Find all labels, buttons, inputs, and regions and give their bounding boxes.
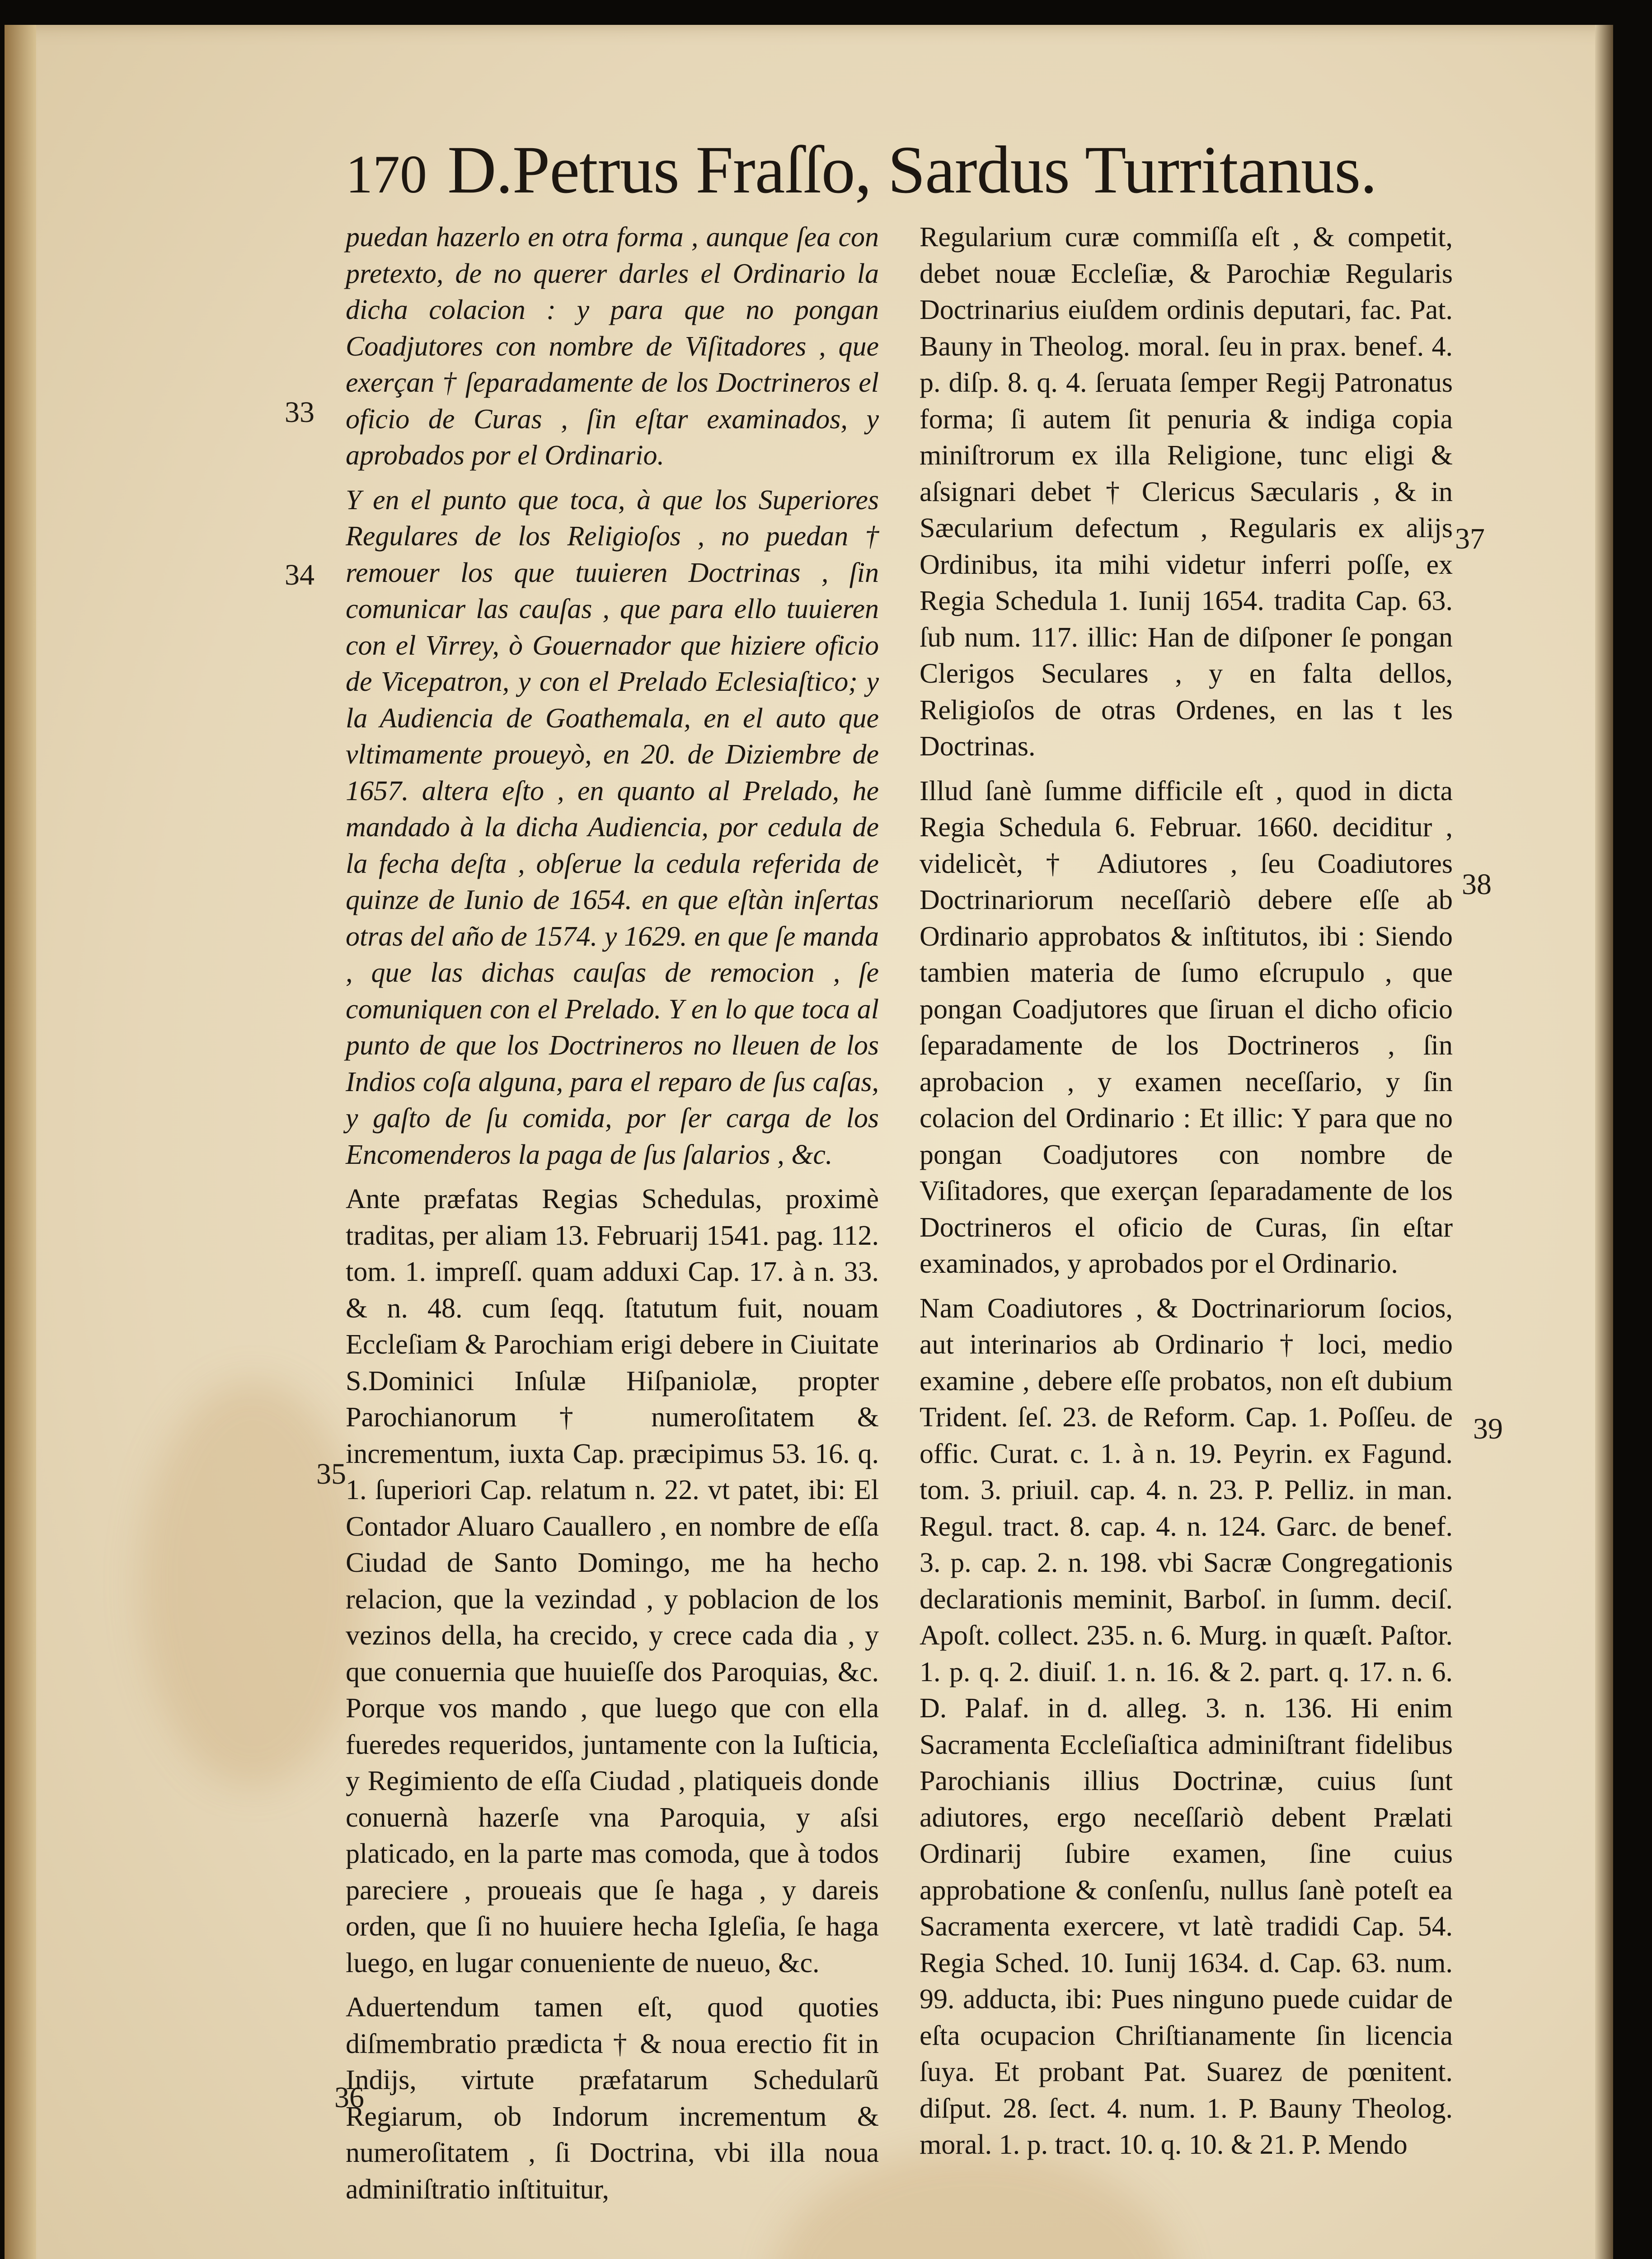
paragraph: Regularium curæ commiſſa eſt , & competit, debet nouæ Eccleſiæ, & Parochiæ Regularis Doctrinarius eiuſdem ordinis deputari, fac. Pat. Bauny in Theolog. moral. ſeu in prax. benef. 4. p. diſp. 8. q. 4. ſeruata ſemper Regij Patronatus forma; ſi autem ſit penuria & indiga copia miniſtrorum ex illa Religione, tunc eligi & aſsignari debet † Clericus Sæcularis , & in Sæcularium defectum , Regularis ex alijs Ordinibus, ita mihi videtur inferri poſſe, ex Regia Schedula 1. Iunij 1654. tradita Cap. 63. ſub num. 117. illic: Han de diſponer ſe pongan Clerigos Seculares , y en falta dellos, Religioſos de otras Ordenes, en las t les Doctrinas. <box>920 222 1453 762</box>
margin-number: 33 <box>285 396 314 429</box>
binding-shadow <box>5 25 36 2259</box>
margin-number: 38 <box>1462 868 1492 901</box>
page-header <box>346 131 1502 221</box>
paragraph: Aduertendum tamen eſt, quod quoties diſmembratio prædicta † & noua erectio fit in Indijs, virtute præfatarum Schedularũ Regiarum, ob Indorum incrementum & numeroſitatem , ſi Doctrina, vbi illa noua adminiſtratio inſtituitur, <box>346 1992 879 2205</box>
left-column <box>346 219 879 2207</box>
page-edge <box>1595 25 1613 2259</box>
book-page <box>5 25 1613 2259</box>
margin-number: 35 <box>316 1458 346 1490</box>
paragraph: Ante præfatas Regias Schedulas, proximè traditas, per aliam 13. Februarij 1541. pag. 112. tom. 1. impreſſ. quam adduxi Cap. 17. à n. 33. & n. 48. cum ſeqq. ſtatutum fuit, nouam Eccleſiam & Parochiam erigi debere in Ciuitate S.Dominici Inſulæ Hiſpaniolæ, propter Parochianorum † numeroſitatem & incrementum, iuxta Cap. præcipimus 53. 16. q. 1. ſuperiori Cap. relatum n. 22. vt patet, ibi: El Contador Aluaro Cauallero , en nombre de eſſa Ciudad de Santo Domingo, me ha hecho relacion, que la vezindad , y poblacion de los vezinos della, ha crecido, y crece cada dia , y que conuernia que huuieſſe dos Paroquias, &c. Porque vos mando , que luego que con ella fueredes requeridos, juntamente con la Iuſticia, y Regimiento de eſſa Ciudad , platiqueis donde conuernà hazerſe vna Paroquia, y aſsi platicado, en la parte mas comoda, que à todos pareciere , proueais que ſe haga , y dareis orden, que ſi no huuiere hecha Igleſia, ſe haga luego, en lugar conueniente de nueuo, &c. <box>346 1184 879 1978</box>
margin-number: 34 <box>285 558 314 591</box>
margin-number: 37 <box>1455 522 1485 555</box>
margin-number: 36 <box>334 2081 364 2114</box>
running-title: D.Petrus Fraſſo, Sardus Turritanus. <box>447 132 1377 207</box>
right-column <box>920 219 1453 2163</box>
paragraph: Nam Coadiutores , & Doctrinariorum ſocios, aut interinarios ab Ordinario † loci, medio examine , debere eſſe probatos, non eſt dubium Trident. ſeſ. 23. de Reform. Cap. 1. Poſſeu. de offic. Curat. c. 1. à n. 19. Peyrin. ex Fagund. tom. 3. priuil. cap. 4. n. 23. P. Pelliz. in man. Regul. tract. 8. cap. 4. n. 124. Garc. de benef. 3. p. cap. 2. n. 198. vbi Sacræ Congregationis declarationis meminit, Barboſ. in ſumm. deciſ. Apoſt. collect. 235. n. 6. Murg. in quæſt. Paſtor. 1. p. q. 2. diuiſ. 1. n. 16. & 2. part. q. 17. n. 6. D. Palaf. in d. alleg. 3. n. 136. Hi enim Sacramenta Eccleſiaſtica adminiſtrant fidelibus Parochianis illius Doctrinæ, cuius ſunt adiutores, ergo neceſſariò debent Prælati Ordinarij ſubire examen, ſine cuius approbatione & conſenſu, nullus ſanè poteſt ea Sacramenta exercere, vt latè tradidi Cap. 54. Regia Sched. 10. Iunij 1634. d. Cap. 63. num. 99. adducta, ibi: Pues ninguno puede cuidar de eſta ocupacion Chriſtianamente ſin licencia ſuya. Et probant Pat. Suarez de pœnitent. diſput. 28. ſect. 4. num. 1. P. Bauny Theolog. moral. 1. p. tract. 10. q. 10. & 21. P. Mendo <box>920 1293 1453 2160</box>
paragraph: Y en el punto que toca, à que los Superiores Regulares de los Religioſos , no puedan † remouer los que tuuieren Doctrinas , ſin comunicar las cauſas , que para ello tuuieren con el Virrey, ò Gouernador que hiziere oficio de Vicepatron, y con el Prelado Eclesiaſtico; y la Audiencia de Goathemala, en el auto que vltimamente proueyò, en 20. de Diziembre de 1657. altera eſto , en quanto al Prelado, he mandado à la dicha Audiencia, por cedula de la fecha deſta , obſerue la cedula referida de quinze de Iunio de 1654. en que eſtàn inſertas otras del año de 1574. y 1629. en que ſe manda , que las dichas cauſas de remocion , ſe comuniquen con el Prelado. Y en lo que toca al punto de que los Doctrineros no lleuen de los Indios coſa alguna, para el reparo de ſus caſas, y gaſto de ſu comida, por ſer carga de los Encomenderos la paga de ſus ſalarios , &c. <box>346 484 879 1170</box>
paragraph: Illud ſanè ſumme difficile eſt , quod in dicta Regia Schedula 6. Februar. 1660. deciditur , videlicèt, † Adiutores , ſeu Coadiutores Doctrinariorum neceſſariò debere eſſe ab Ordinario approbatos & inſtitutos, ibi : Siendo tambien materia de ſumo eſcrupulo , que pongan Coadjutores que ſiruan el dicho oficio ſeparadamente de los Doctrineros , ſin aprobacion , y examen neceſſario, y ſin colacion del Ordinario : Et illic: Y para que no pongan Coadjutores con nombre de Viſitadores, que exerçan ſeparadamente de los Doctrineros el oficio de Curas, ſin eſtar examinados, y aprobados por el Ordinario. <box>920 775 1453 1279</box>
margin-number: 39 <box>1473 1412 1503 1445</box>
paragraph: puedan hazerlo en otra forma , aunque ſea con pretexto, de no querer darles el Ordinario la dicha colacion : y para que no pongan Coadjutores con nombre de Viſitadores , que exerçan † ſeparadamente de los Doctrineros el oficio de Curas , ſin eſtar examinados, y aprobados por el Ordinario. <box>346 222 879 471</box>
foxing-stain <box>140 1380 366 1787</box>
page-number: 170 <box>346 144 427 204</box>
